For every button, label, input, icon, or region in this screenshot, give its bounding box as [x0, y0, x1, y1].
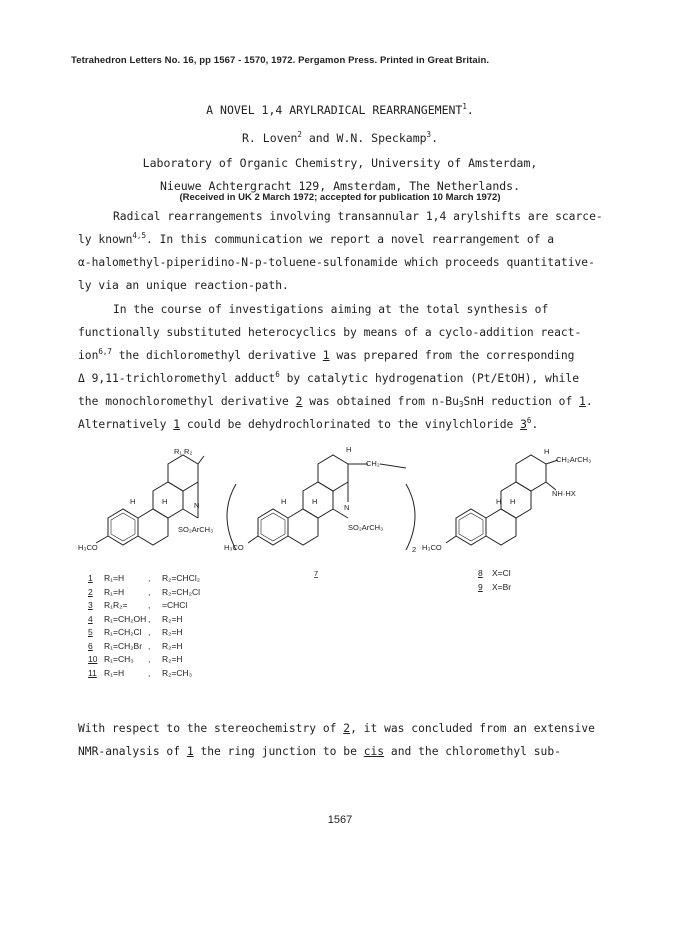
- para1-line-3: α-halomethyl-piperidino-N-p-toluene-sulfonamide which proceeds quantitative-: [78, 256, 595, 269]
- compound-row: 10 R₁=CH₃ , R₂=H: [88, 654, 183, 664]
- s2-ch2-label: CH₂: [366, 459, 380, 468]
- s3-h-label: H: [544, 447, 550, 456]
- para2-line-1: In the course of investigations aiming at the total synthesis of: [113, 303, 549, 316]
- s3-nh-label: NH·HX: [552, 489, 576, 498]
- author-2-ref: 3: [426, 130, 432, 139]
- journal-header: Tetrahedron Letters No. 16, pp 1567 - 1570, 1972. Pergamon Press. Printed in Great Britain.: [71, 55, 490, 66]
- s1-h3co-label: H₃CO: [78, 543, 98, 552]
- para1-text-b: . In this communication we report a novel rearrangement of a: [145, 233, 555, 246]
- para2-line-3: [78, 349, 574, 362]
- cis-term: cis: [363, 745, 385, 758]
- para3-l2-b: the ring junction to be: [193, 745, 364, 758]
- para1-ref: 4,5: [132, 231, 146, 240]
- title-text: A NOVEL 1,4 ARYLRADICAL REARRANGEMENT: [206, 103, 463, 117]
- compound-ref: 2: [343, 722, 351, 735]
- para2-l3-c: was prepared from the corresponding: [329, 349, 575, 362]
- para1-line-2: [78, 233, 554, 246]
- s2-dimer-subscript: 2: [412, 545, 417, 554]
- title-footnote-ref: 1: [462, 102, 467, 111]
- para2-line-4: [78, 372, 579, 385]
- para2-l6-ref: 6: [526, 416, 532, 425]
- para1-line-1: Radical rearrangements involving transannular 1,4 arylshifts are scarce-: [113, 210, 603, 223]
- compound-ref: 1: [173, 418, 181, 431]
- structure-7: [227, 455, 415, 550]
- structure-8-9: [446, 455, 558, 545]
- compound-list: [88, 572, 200, 680]
- s3-ch2-label: CH₂ArCH₃: [556, 455, 592, 464]
- received-line: (Received in UK 2 March 1972; accepted for publication 10 March 1972): [179, 192, 501, 203]
- compound-row: 4 R₁=CH₂OH , R₂=H: [88, 613, 183, 624]
- s2-h-label: H: [312, 497, 318, 506]
- para2-l5-sub: 3: [458, 400, 464, 409]
- author-1-ref: 2: [297, 130, 302, 139]
- compound-ref: 1: [322, 349, 330, 362]
- author-and: and: [301, 131, 337, 145]
- para2-l5-c: SnH reduction of: [463, 395, 580, 408]
- para2-l4-ref: 6: [275, 370, 280, 379]
- s2-n-label: N: [344, 503, 350, 512]
- para3-l1-b: , it was concluded from an extensive: [350, 722, 595, 735]
- para2-l3-a: ion: [78, 349, 99, 362]
- s1-h-label: H: [162, 497, 168, 506]
- s2-so2-label: SO₂ArCH₃: [348, 523, 384, 532]
- s2-h3co-label: H₃CO: [224, 543, 244, 552]
- para2-l5-b: was obtained from n-Bu: [302, 395, 459, 408]
- compound-row: 2 R₁=H , R₂=CH₂Cl: [88, 586, 201, 597]
- s3-h-label: H: [510, 497, 516, 506]
- s1-h-label: H: [130, 497, 136, 506]
- compound-ref: 2: [295, 395, 303, 408]
- para3-l1-a: With respect to the stereochemistry of: [78, 722, 344, 735]
- compound-row: 11 R₁=H , R₂=CH₃: [88, 667, 193, 678]
- chemical-structures-figure: [78, 440, 618, 690]
- para2-l6-b: could be dehydrochlorinated to the vinylchloride: [180, 418, 521, 431]
- para2-l3-b: the dichloromethyl derivative: [111, 349, 323, 362]
- compound-row: 5 R₁=CH₂Cl , R₂=H: [88, 627, 183, 637]
- s1-n-label: N: [194, 501, 200, 510]
- compound-ref: 3: [520, 418, 527, 431]
- compound-ref: 1: [579, 395, 586, 408]
- para3-l2-a: NMR-analysis of: [78, 745, 187, 758]
- para2-line-6: [78, 418, 538, 431]
- para3-line-2: [78, 745, 561, 758]
- para2-l4-b: by catalytic hydrogenation (Pt/EtOH), while: [279, 372, 580, 385]
- s1-so2-label: SO₂ArCH₃: [178, 525, 214, 534]
- s3-h-label: H: [496, 497, 502, 506]
- s2-h-label: H: [346, 445, 352, 454]
- affiliation-line-1: Laboratory of Organic Chemistry, University of Amsterdam,: [142, 156, 538, 170]
- author-line: [0, 131, 680, 145]
- s1-r1r2-label: R₁ R₂: [174, 447, 193, 456]
- s3-h3co-label: H₃CO: [422, 543, 442, 552]
- author-2: W.N. Speckamp: [336, 131, 427, 145]
- affiliation-line-2: Nieuwe Achtergracht 129, Amsterdam, The Netherlands.: [159, 179, 521, 193]
- page-number: 1567: [327, 814, 353, 826]
- s2-h-label: H: [281, 497, 287, 506]
- para3-l2-c: and the chloromethyl sub-: [384, 745, 561, 758]
- author-1: R. Loven: [242, 131, 298, 145]
- author-end: .: [431, 131, 438, 145]
- compound-row: 9 X=Br: [478, 581, 512, 592]
- compound-row: 3 R₁R₂= , =CHCl: [88, 600, 188, 610]
- para2-l6-a: Alternatively: [78, 418, 174, 431]
- para1-line-4: ly via an unique reaction-path.: [78, 279, 289, 292]
- compound-list-right: [478, 567, 511, 594]
- para2-l5-d: .: [585, 395, 593, 408]
- para2-line-5: [78, 395, 593, 408]
- compound-7-label: 7: [314, 569, 319, 578]
- para2-l4-a: Δ 9,11-trichloromethyl adduct: [78, 372, 276, 385]
- para2-l5-a: the monochloromethyl derivative: [78, 395, 296, 408]
- article-title: A NOVEL 1,4 ARYLRADICAL REARRANGEMENT$^1$.: [206, 102, 474, 117]
- compound-row: 6 R₁=CH₂Br , R₂=H: [88, 640, 183, 651]
- compound-row: 1 R₁=H , R₂=CHCl₂: [88, 573, 201, 583]
- para1-text: ly known: [78, 233, 133, 246]
- para3-line-1: [78, 722, 595, 735]
- compound-ref: 1: [186, 745, 194, 758]
- para2-l6-c: .: [531, 418, 539, 431]
- compound-row: 8 X=Cl: [478, 568, 511, 578]
- para2-line-2: functionally substituted heterocyclics by means of a cyclo-addition react-: [78, 326, 582, 339]
- para2-l3-ref: 6,7: [98, 347, 112, 356]
